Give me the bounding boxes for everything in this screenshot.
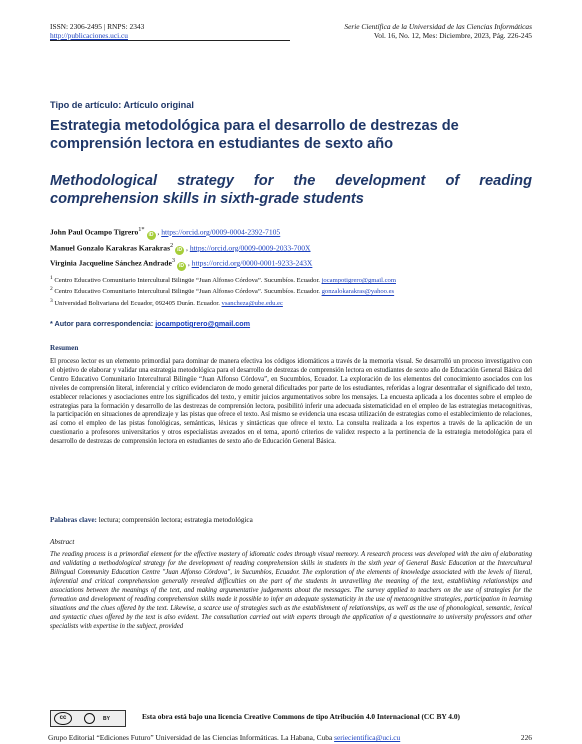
keywords	[50, 516, 253, 524]
keywords-label: Palabras clave:	[50, 516, 97, 524]
issn: ISSN: 2306-2495 | RNPS: 2343	[50, 22, 145, 31]
affiliation-sup: 2	[50, 286, 53, 293]
title-english: Methodological strategy for the development of reading comprehension skills in sixth-grade students	[50, 173, 532, 207]
affiliation-email-link[interactable]: vsancheza@ube.edu.ec	[221, 299, 283, 307]
affiliation-text: Universidad Bolivariana del Ecuador, 092405 Durán. Ecuador.	[54, 299, 220, 307]
by-label: BY	[103, 715, 110, 722]
creative-commons-icon: cc	[54, 712, 72, 725]
header-right	[344, 22, 532, 41]
author-list	[50, 224, 312, 271]
affiliation-list	[50, 274, 532, 308]
cc-license-badge[interactable]	[50, 710, 126, 727]
affiliation-sup: 1	[50, 275, 53, 281]
author-sup: 1*	[138, 226, 145, 233]
resumen-heading: Resumen	[50, 344, 79, 352]
abstract-text: The reading process is a primordial element for the effective mastery of idiomatic codes through visual memory. A research process was developed with the aim of elaborating and validating a methodological strategy for the development of reading comprehension skills in students in the sixth year of General Basic Education at the Intercultural Bilingual Community Education Centre "Juan Alfonso Córdova", in Sucumbíos, Ecuador. The exploration of the elements of knowledge associated with the levels of literal, inferential and critical comprehension generally revealed difficulties on the part of the students in unravelling the meaning of the text, establishing relationships and associations between the meanings of the text, and making argumentative judgements about the messages. The survey applied to teachers on the use of strategies for the formation and development of reading comprehension skills made it possible to infer an adequate systematicity in the use of metacognitive strategies, participation in learning situations and the clues offered by the text. Likewise, a scarce use of strategies such as the establishment of relationships, as well as the use of phonological, semantic, lexical and syntactic clues offered by the text is also evident. The consultation carried out with experts through the application of a questionnaire to university professors and other specialists with expertise in the subject, provided	[50, 551, 532, 630]
affiliation-text: Centro Educativo Comunitario Intercultural Bilingüe “Juan Alfonso Córdova”. Sucumbíos. Ecuador.	[54, 288, 320, 296]
license-text: Esta obra está bajo una licencia Creative Commons de tipo Atribución 4.0 Internacional (CC BY 4.0)	[142, 712, 460, 721]
journal-url-link[interactable]: http://publicaciones.uci.cu	[50, 31, 128, 40]
publisher-email-link[interactable]: seriecientifica@uci.cu	[334, 733, 401, 742]
publisher-line	[48, 733, 532, 742]
publisher-text	[48, 733, 400, 742]
resumen-text: El proceso lector es un elemento primordial para dominar de manera efectiva los códigos idiomáticos a través de la memoria visual. Se desarrolló un proceso investigativo con el objetivo de elaborar y validar una estrategia metodológica para el desarrollo de destrezas de comprensión lectora en estudiantes de sexto año de Educación General Básica del Centro Educativo Comunitario Intercultural Bilingüe “Juan Alfonso Córdova”, en Sucumbíos, Ecuador. La exploración de los elementos del conocimiento asociados con los niveles de comprensión literal, inferencial y crítico evidenciaron de modo general dificultades por parte de los estudiantes, referidas a lograr desentrañar el significado del texto, establecer relaciones y asociaciones entre los significados del texto, y emitir juicios argumentativos sobre los mensajes. La encuesta aplicada a los docentes sobre el empleo de estrategias para la formación y desarrollo de las destrezas de comprensión lectora, posibilitó inferir una adecuada sistematicidad en el empleo de las estrategias metacognitivas, la participación en situaciones de aprendizaje y las pistas que ofrece el texto. Así mismo se evidencia una escasa utilización de estrategias como el establecimiento de relaciones, así como el empleo de las pistas fonológicas, semánticas, léxicas y sintácticas que ofrece el texto. La consulta realizada a los expertos a través de la aplicación de un cuestionario a profesores universitarios y otros especialistas avezados en el tema, aportó criterios de validez respecto a la pertinencia de la estrategia metodológica para el desarrollo de destrezas de comprensión lectora en estudiantes de sexto año de Educación General Básica.	[50, 358, 532, 446]
orcid-link[interactable]: https://orcid.org/0000-0001-9233-243X	[191, 258, 313, 268]
author-line: John Paul Ocampo Tigrero$^{1*}$ iD , https://orcid.org/0009-0004-2392-7105	[50, 226, 281, 238]
affiliation	[50, 285, 532, 296]
orcid-link[interactable]: https://orcid.org/0009-0004-2392-7105	[161, 227, 281, 237]
correspondence-label: * Autor para correspondencia:	[50, 319, 154, 328]
publisher-name: Grupo Editorial “Ediciones Futuro” Universidad de las Ciencias Informáticas. La Habana, Cuba	[48, 733, 333, 742]
keywords-text: lectura; comprensión lectora; estrategia metodológica	[98, 516, 253, 524]
orcid-icon[interactable]: iD	[177, 247, 183, 254]
author-name: Manuel Gonzalo Karakras Karakras	[50, 243, 171, 253]
correspondence-email-link[interactable]: jocampotigrero@gmail.com	[155, 319, 251, 328]
affiliation-email-link[interactable]: gonzalokarakras@yahoo.es	[321, 288, 395, 296]
correspondence	[50, 319, 250, 328]
author-name: John Paul Ocampo Tigrero	[50, 227, 139, 237]
title-spanish: Estrategia metodológica para el desarrollo de destrezas de comprensión lectora en estudiantes de sexto año	[50, 118, 459, 152]
page-number: 226	[520, 733, 532, 742]
orcid-icon[interactable]: iD	[178, 262, 184, 269]
journal-header	[50, 22, 532, 41]
abstract-heading: Abstract	[50, 538, 75, 546]
article-type: Tipo de artículo: Artículo original	[50, 100, 194, 110]
volume-info: Vol. 16, No. 12, Mes: Diciembre, 2023, Pág. 226-245	[373, 31, 532, 40]
attribution-icon	[84, 713, 95, 724]
affiliation-sup: 3	[50, 297, 53, 304]
affiliation	[50, 297, 532, 308]
article-page	[48, 22, 532, 742]
author-sup: 2	[170, 241, 174, 249]
orcid-icon[interactable]: iD	[148, 231, 154, 238]
affiliation	[50, 274, 532, 285]
author-sup: 3	[171, 257, 176, 265]
author-name: Virginia Jacqueline Sánchez Andrade	[50, 258, 172, 268]
header-left	[50, 22, 290, 41]
orcid-link[interactable]: https://orcid.org/0009-0009-2033-700X	[189, 243, 311, 253]
affiliation-email-link[interactable]: jocampotigrero@gmail.com	[321, 277, 396, 285]
author-line: Manuel Gonzalo Karakras Karakras$^2$ iD , https://orcid.org/0009-0009-2033-700X	[50, 241, 311, 254]
affiliation-text: Centro Educativo Comunitario Intercultural Bilingüe “Juan Alfonso Córdova”. Sucumbíos. Ecuador.	[54, 277, 320, 285]
author-line: Virginia Jacqueline Sánchez Andrade$^3$ iD , https://orcid.org/0000-0001-9233-243X	[50, 257, 313, 269]
journal-title: Serie Científica de la Universidad de las Ciencias Informáticas	[344, 22, 532, 31]
